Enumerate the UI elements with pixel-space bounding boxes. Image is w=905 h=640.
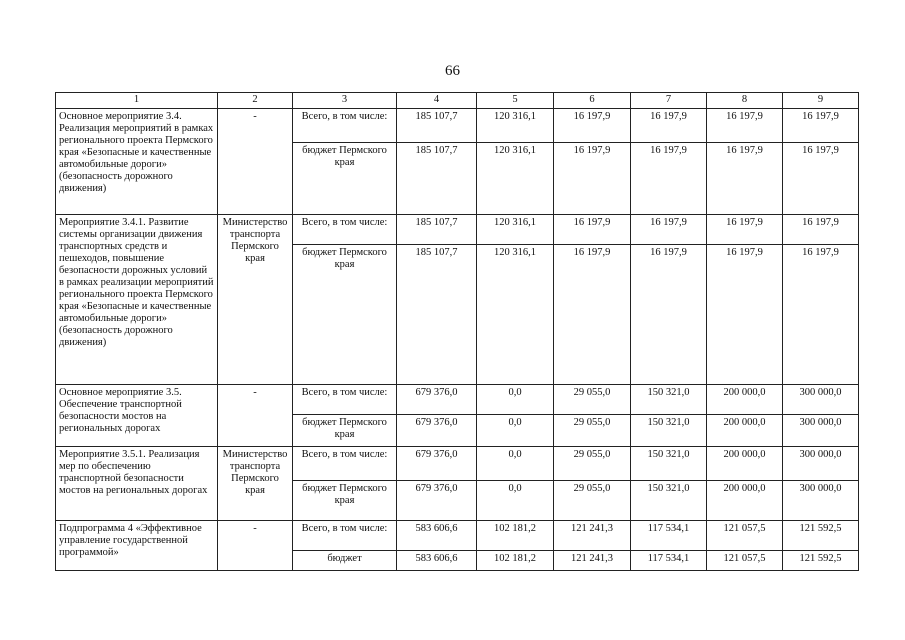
amount-cell: 120 316,1: [477, 109, 554, 143]
executor-cell: -: [218, 521, 293, 571]
amount-cell: 0,0: [477, 415, 554, 447]
amount-cell: 16 197,9: [707, 245, 783, 385]
amount-cell: 583 606,6: [397, 521, 477, 551]
amount-cell: 0,0: [477, 447, 554, 481]
amount-cell: 29 055,0: [554, 481, 631, 521]
amount-cell: 200 000,0: [707, 447, 783, 481]
funding-source: Всего, в том числе:: [293, 109, 397, 143]
header-row: [56, 93, 859, 109]
amount-cell: 16 197,9: [783, 245, 859, 385]
amount-cell: 679 376,0: [397, 481, 477, 521]
program-table: [55, 92, 859, 571]
column-header: 9: [783, 93, 859, 109]
executor-cell: Министерство транспорта Пермского края: [218, 215, 293, 385]
table-row: [56, 109, 859, 143]
funding-source: Всего, в том числе:: [293, 215, 397, 245]
amount-cell: 29 055,0: [554, 447, 631, 481]
amount-cell: 16 197,9: [631, 143, 707, 215]
amount-cell: 16 197,9: [631, 109, 707, 143]
table-row: [56, 215, 859, 245]
column-header: 5: [477, 93, 554, 109]
column-header: 7: [631, 93, 707, 109]
amount-cell: 121 241,3: [554, 551, 631, 571]
amount-cell: 16 197,9: [554, 109, 631, 143]
amount-cell: 185 107,7: [397, 143, 477, 215]
executor-cell: -: [218, 109, 293, 215]
funding-source: бюджет Пермского края: [293, 143, 397, 215]
amount-cell: 300 000,0: [783, 447, 859, 481]
amount-cell: 679 376,0: [397, 447, 477, 481]
funding-source: Всего, в том числе:: [293, 447, 397, 481]
activity-name: Основное мероприятие 3.4. Реализация мероприятий в рамках регионального проекта Пермского края «Безопасные и качественные автомобильные дороги» (безопасность дорожного движения): [56, 109, 218, 215]
activity-name: Мероприятие 3.5.1. Реализация мер по обеспечению транспортной безопасности мостов на региональных дорогах: [56, 447, 218, 521]
amount-cell: 102 181,2: [477, 551, 554, 571]
funding-source: Всего, в том числе:: [293, 521, 397, 551]
amount-cell: 185 107,7: [397, 245, 477, 385]
amount-cell: 583 606,6: [397, 551, 477, 571]
funding-source: бюджет Пермского края: [293, 415, 397, 447]
funding-source: бюджет Пермского края: [293, 481, 397, 521]
amount-cell: 16 197,9: [707, 215, 783, 245]
funding-source: Всего, в том числе:: [293, 385, 397, 415]
funding-source: бюджет Пермского края: [293, 245, 397, 385]
activity-name: Подпрограмма 4 «Эффективное управление государственной программой»: [56, 521, 218, 571]
funding-source: бюджет: [293, 551, 397, 571]
amount-cell: 121 057,5: [707, 521, 783, 551]
executor-cell: Министерство транспорта Пермского края: [218, 447, 293, 521]
table-row: [56, 385, 859, 415]
amount-cell: 300 000,0: [783, 481, 859, 521]
amount-cell: 120 316,1: [477, 245, 554, 385]
amount-cell: 16 197,9: [783, 109, 859, 143]
column-header: 1: [56, 93, 218, 109]
amount-cell: 120 316,1: [477, 143, 554, 215]
amount-cell: 16 197,9: [783, 215, 859, 245]
amount-cell: 150 321,0: [631, 447, 707, 481]
amount-cell: 16 197,9: [554, 215, 631, 245]
column-header: 2: [218, 93, 293, 109]
amount-cell: 185 107,7: [397, 109, 477, 143]
table-row: [56, 447, 859, 481]
amount-cell: 679 376,0: [397, 385, 477, 415]
amount-cell: 200 000,0: [707, 385, 783, 415]
amount-cell: 16 197,9: [783, 143, 859, 215]
amount-cell: 121 241,3: [554, 521, 631, 551]
amount-cell: 16 197,9: [707, 109, 783, 143]
column-header: 3: [293, 93, 397, 109]
amount-cell: 679 376,0: [397, 415, 477, 447]
column-header: 8: [707, 93, 783, 109]
amount-cell: 150 321,0: [631, 385, 707, 415]
amount-cell: 121 057,5: [707, 551, 783, 571]
activity-name: Основное мероприятие 3.5. Обеспечение транспортной безопасности мостов на региональных дорогах: [56, 385, 218, 447]
amount-cell: 29 055,0: [554, 415, 631, 447]
amount-cell: 200 000,0: [707, 415, 783, 447]
amount-cell: 102 181,2: [477, 521, 554, 551]
amount-cell: 16 197,9: [631, 215, 707, 245]
column-header: 4: [397, 93, 477, 109]
amount-cell: 16 197,9: [707, 143, 783, 215]
amount-cell: 200 000,0: [707, 481, 783, 521]
amount-cell: 16 197,9: [554, 143, 631, 215]
amount-cell: 150 321,0: [631, 415, 707, 447]
amount-cell: 0,0: [477, 385, 554, 415]
amount-cell: 117 534,1: [631, 521, 707, 551]
amount-cell: 121 592,5: [783, 521, 859, 551]
amount-cell: 185 107,7: [397, 215, 477, 245]
amount-cell: 300 000,0: [783, 385, 859, 415]
amount-cell: 300 000,0: [783, 415, 859, 447]
amount-cell: 0,0: [477, 481, 554, 521]
amount-cell: 120 316,1: [477, 215, 554, 245]
amount-cell: 29 055,0: [554, 385, 631, 415]
page-number: 66: [445, 63, 460, 79]
activity-name: Мероприятие 3.4.1. Развитие системы организации движения транспортных средств и пешеходов, повышение безопасности дорожных условий в рамках реализации мероприятий регионального проекта Пермского края «Безопасные и качественные автомобильные дороги» (безопасность дорожного движения): [56, 215, 218, 385]
table-row: [56, 521, 859, 551]
column-header: 6: [554, 93, 631, 109]
amount-cell: 121 592,5: [783, 551, 859, 571]
amount-cell: 117 534,1: [631, 551, 707, 571]
amount-cell: 16 197,9: [631, 245, 707, 385]
amount-cell: 150 321,0: [631, 481, 707, 521]
executor-cell: -: [218, 385, 293, 447]
amount-cell: 16 197,9: [554, 245, 631, 385]
